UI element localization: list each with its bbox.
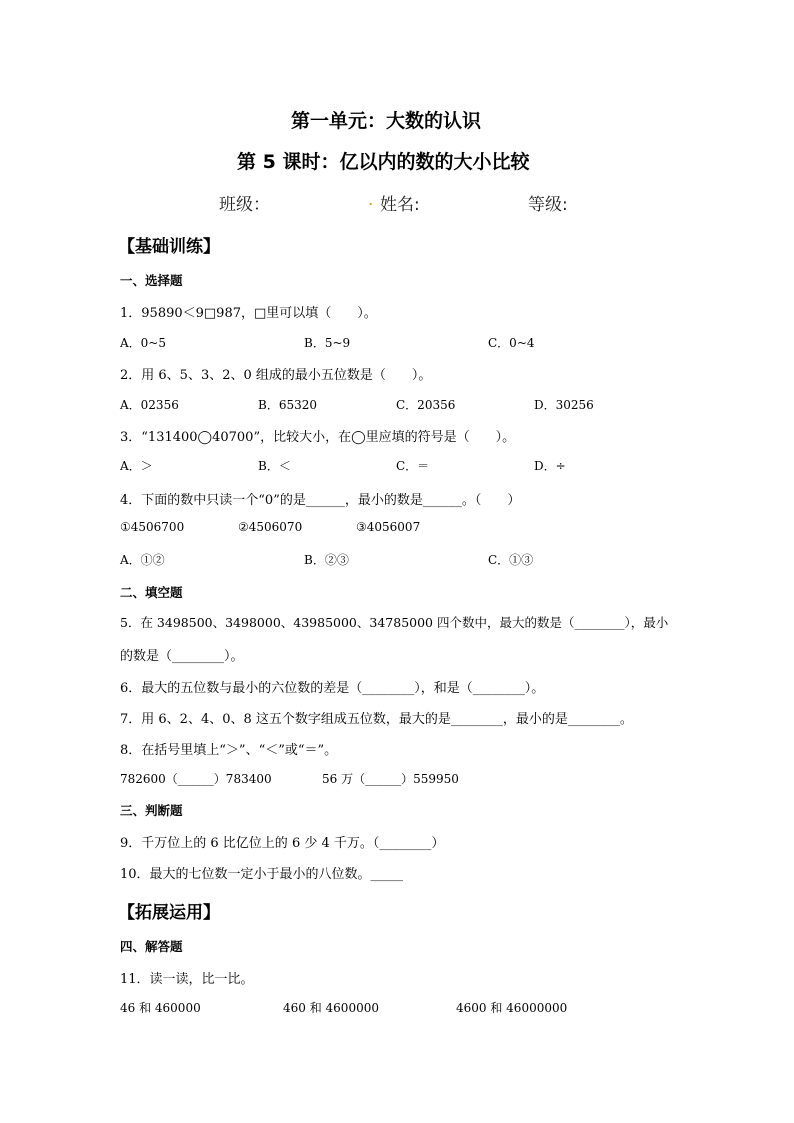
q3-option-b: B．＜ (258, 459, 291, 473)
class-label: 班级： (219, 195, 270, 215)
question-11: 11．读一读，比一比。 (120, 972, 254, 987)
q2-option-d: D．30256 (534, 398, 594, 412)
subsection-answer: 四、解答题 (120, 939, 183, 954)
q1-option-b: B．5~9 (304, 336, 351, 350)
q4-option-a: A．①② (120, 553, 165, 567)
q2-option-a: A．02356 (120, 398, 179, 412)
q4-item-3: ③4056007 (356, 520, 421, 534)
q11-item-3: 4600 和 46000000 (456, 1001, 568, 1015)
section-basic-training: 【基础训练】 (118, 237, 220, 257)
q1-option-c: C．0~4 (488, 336, 535, 350)
unit-title: 第一单元：大数的认识 (291, 110, 482, 132)
question-1: 1．95890＜9□987，□里可以填（ ）。 (120, 306, 377, 321)
lesson-title: 第 5 课时：亿以内的数的大小比较 (237, 151, 530, 173)
question-4: 4．下面的数中只读一个“0”的是______，最小的数是______。（ ） (120, 493, 521, 508)
section-extend: 【拓展运用】 (118, 903, 220, 923)
question-5-line-1: 5．在 3498500、3498000、43985000、34785000 四个数中，最大的数是（________），最小 (120, 615, 669, 630)
subsection-judge: 三、判断题 (120, 803, 183, 818)
question-6: 6．最大的五位数与最小的六位数的差是（________），和是（________）。 (120, 681, 545, 696)
subsection-fill: 二、填空题 (120, 585, 183, 600)
q11-item-1: 46 和 460000 (120, 1001, 201, 1015)
q2-option-c: C．20356 (396, 398, 456, 412)
q4-item-2: ②4506070 (238, 520, 303, 534)
question-8: 8．在括号里填上“＞”、“＜”或“＝”。 (120, 743, 338, 758)
q4-option-c: C．①③ (488, 553, 534, 567)
question-10: 10．最大的七位数一定小于最小的八位数。_____ (120, 867, 404, 882)
q3-option-a: A．＞ (120, 459, 153, 473)
question-2: 2．用 6、5、3、2、0 组成的最小五位数是（ ）。 (120, 368, 432, 383)
name-label: 姓名: (380, 195, 420, 215)
question-3: 3．“131400◯40700”，比较大小，在◯里应填的符号是（ ）。 (120, 430, 516, 445)
subsection-choice: 一、选择题 (120, 273, 183, 288)
question-7: 7．用 6、2、4、0、8 这五个数字组成五位数，最大的是________，最小的是________。 (120, 712, 633, 727)
q8-item-2: 56 万（______）559950 (322, 772, 459, 786)
q1-option-a: A．0~5 (120, 336, 166, 350)
q4-item-1: ①4506700 (120, 520, 185, 534)
q8-item-1: 782600（______）783400 (120, 772, 272, 786)
question-9: 9．千万位上的 6 比亿位上的 6 少 4 千万。（________） (120, 836, 445, 851)
q2-option-b: B．65320 (258, 398, 317, 412)
q3-option-d: D．÷ (534, 459, 566, 473)
q4-option-b: B．②③ (304, 553, 349, 567)
grade-label: 等级: (528, 195, 568, 215)
question-5-line-2: 的数是（________）。 (120, 649, 244, 664)
separator-dot: . (368, 190, 374, 210)
q3-option-c: C．＝ (396, 459, 430, 473)
q11-item-2: 460 和 4600000 (283, 1001, 379, 1015)
